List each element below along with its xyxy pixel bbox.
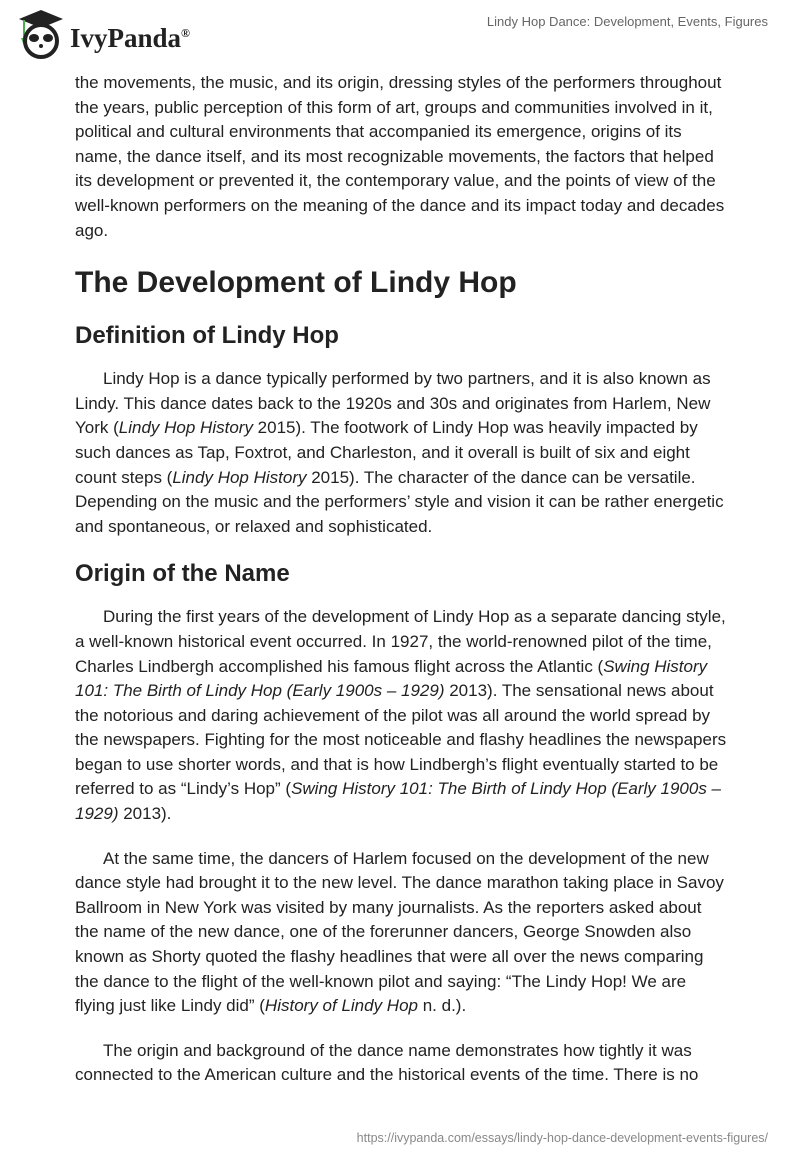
definition-paragraph [75,367,727,539]
intro-paragraph: the movements, the music, and its origin, dressing styles of the performers throughout the years, public perception of this form of art, groups and communities involved in it, political and cultural environments that accompanied its emergence, origins of its name, the dance itself, and its most recognizable movements, the factors that helped its development or prevented it, the contemporary value, and the points of view of the well-known performers on the meaning of the dance and its impact today and decades ago. [75,73,725,240]
text: 2015). The footwork of Lindy Hop was heavily impacted by such dances as Tap, Foxtrot, and Charleston, and it overall is built of six and eight count steps ( [75,418,698,487]
subsection-heading-origin: Origin of the Name [75,560,290,588]
origin-paragraph-1 [75,605,727,826]
ivypanda-logo[interactable] [18,8,190,60]
origin-paragraph-2 [75,847,727,1019]
text: 2015). The character of the dance can be versatile. Depending on the music and the performers’ style and vision it can be rather energetic and spontaneous, or relaxed and sophisticated. [75,467,724,536]
essay-content [75,71,727,1108]
text: 2013). The sensational news about the notorious and daring achievement of the pilot was all around the world spread by the newspapers. Fighting for the most noticeable and flashy headlines the newspapers began to use shorter words, and that is how Lindbergh’s flight eventually started to be referred to as “Lindy’s Hop” ( [75,681,727,799]
logo-text: IvyPanda [70,22,182,53]
text: 2013). [118,804,172,824]
text: n. d.). [418,996,467,1016]
section-heading: The Development of Lindy Hop [75,266,517,300]
citation-title: Swing History 101: The Birth of Lindy Hop (Early 1900s – 1929) [75,779,721,824]
panda-graduate-icon [18,8,64,60]
text: Lindy Hop is a dance typically performed by two partners, and it is also known as Lindy. This dance dates back to the 1920s and 30s and originates from Harlem, New York ( [75,369,711,438]
citation-title: Lindy Hop History [118,418,253,438]
citation-title: History of Lindy Hop [264,996,418,1016]
text: At the same time, the dancers of Harlem focused on the development of the new dance style had brought it to the new level. The dance marathon taking place in Savoy Ballroom in New York was visited by many journalists. As the reporters asked about the name of the new dance, one of the forerunner dancers, George Snowden also known as Shorty quoted the flashy headlines that were all over the news comparing the dance to the flight of the well-known pilot and saying: “The Lindy Hop! We are flying just like Lindy did” ( [75,848,724,1016]
origin-paragraph-3: The origin and background of the dance name demonstrates how tightly it was connected to the American culture and the historical events of the time. There is no [75,1040,699,1085]
page-header [0,0,800,60]
text: During the first years of the development of Lindy Hop as a separate dancing style, a well-known historical event occurred. In 1927, the world-renowned pilot of the time, Charles Lindbergh accomplished his famous flight across the Atlantic ( [75,607,726,676]
document-title: Lindy Hop Dance: Development, Events, Figures [486,14,768,29]
source-url[interactable]: https://ivypanda.com/essays/lindy-hop-dance-development-events-figures/ [356,1131,768,1145]
subsection-heading-definition: Definition of Lindy Hop [75,322,339,350]
citation-title: Swing History 101: The Birth of Lindy Hop (Early 1900s – 1929) [75,656,708,701]
registered-mark: ® [181,25,191,40]
citation-title: Lindy Hop History [172,467,307,487]
